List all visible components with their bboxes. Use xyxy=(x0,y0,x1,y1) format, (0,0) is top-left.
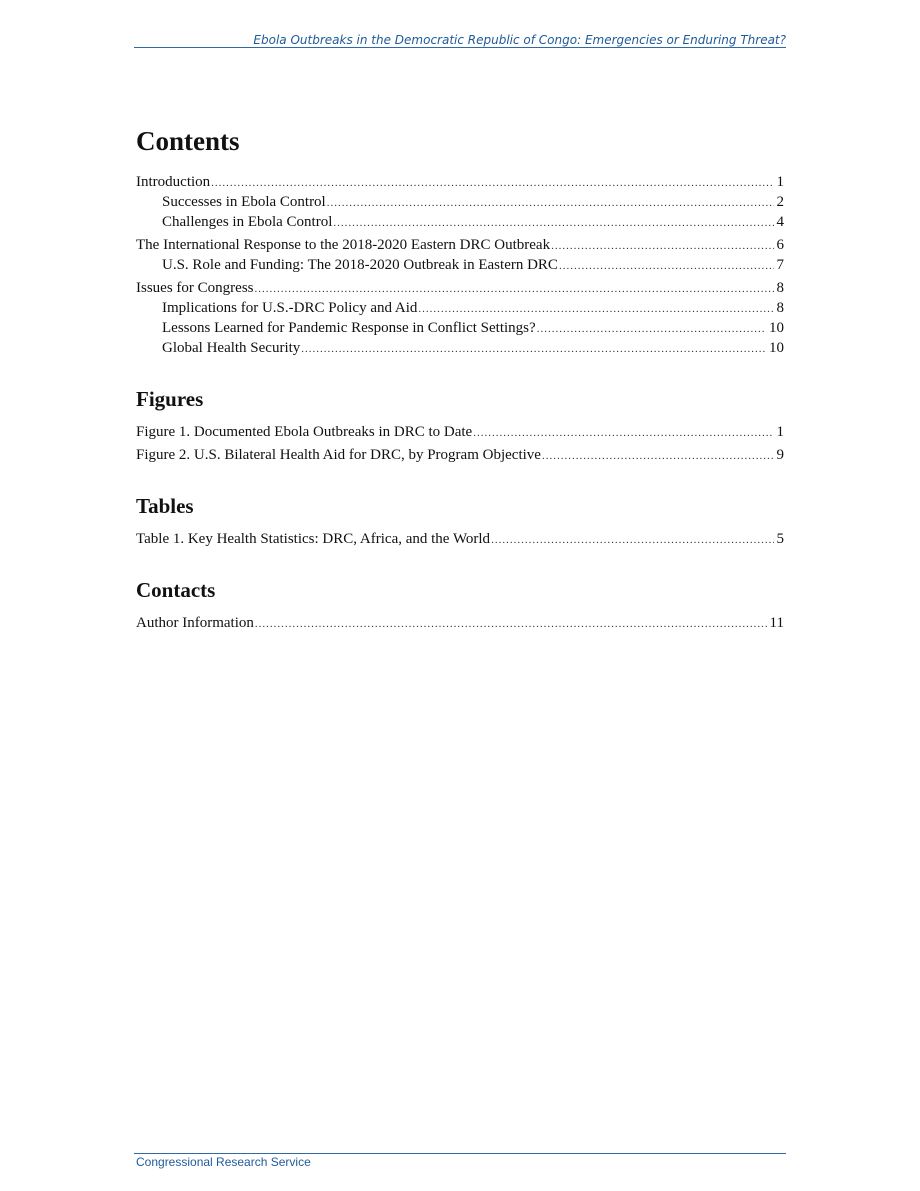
footer-organization: Congressional Research Service xyxy=(136,1155,311,1169)
toc-entry-page: 8 xyxy=(776,280,784,296)
tables-section xyxy=(136,491,784,549)
contacts-section xyxy=(136,575,784,633)
tables-list xyxy=(136,529,784,549)
dot-leader xyxy=(559,256,774,276)
toc-entry-page: 4 xyxy=(776,214,784,230)
dot-leader xyxy=(255,279,774,299)
contacts-heading: Contacts xyxy=(136,578,216,602)
dot-leader xyxy=(551,236,773,256)
running-header-title: Ebola Outbreaks in the Democratic Republic of Congo: Emergencies or Enduring Threat? xyxy=(253,33,786,47)
toc-entry-lessons-learned[interactable] xyxy=(136,318,784,338)
toc-entry-page: 7 xyxy=(776,257,784,273)
toc-entry-page: 1 xyxy=(776,174,784,190)
toc-entry-label: Author Information xyxy=(136,615,254,631)
toc-entry-label: The International Response to the 2018-2020 Eastern DRC Outbreak xyxy=(136,237,551,253)
toc-entry-page: 6 xyxy=(776,237,784,253)
figures-heading: Figures xyxy=(136,387,204,411)
tables-heading: Tables xyxy=(136,494,194,518)
toc-entry-page: 1 xyxy=(776,424,784,440)
toc-entry-challenges[interactable] xyxy=(136,212,784,232)
toc-entry-label: Implications for U.S.-DRC Policy and Aid xyxy=(162,300,418,316)
toc-entry-figure-2[interactable] xyxy=(136,445,784,465)
toc-entry-implications[interactable] xyxy=(136,298,784,318)
figures-list xyxy=(136,422,784,465)
toc-entry-us-role-funding[interactable] xyxy=(136,255,784,275)
toc-entry-page: 10 xyxy=(769,340,784,356)
contacts-list xyxy=(136,613,784,633)
toc-entry-label: U.S. Role and Funding: The 2018-2020 Outbreak in Eastern DRC xyxy=(162,257,558,273)
toc-entry-issues-for-congress[interactable] xyxy=(136,278,784,298)
toc-entry-label: Issues for Congress xyxy=(136,280,254,296)
table-of-contents xyxy=(136,122,784,659)
contents-heading: Contents xyxy=(136,126,240,156)
toc-entry-label: Table 1. Key Health Statistics: DRC, Africa, and the World xyxy=(136,531,491,547)
toc-entry-successes[interactable] xyxy=(136,192,784,212)
toc-entry-label: Figure 2. U.S. Bilateral Health Aid for DRC, by Program Objective xyxy=(136,447,541,463)
dot-leader xyxy=(255,614,767,634)
dot-leader xyxy=(418,299,773,319)
toc-entry-table-1[interactable] xyxy=(136,529,784,549)
toc-entry-label: Figure 1. Documented Ebola Outbreaks in DRC to Date xyxy=(136,424,473,440)
toc-entry-page: 2 xyxy=(776,194,784,210)
toc-entry-international-response[interactable] xyxy=(136,235,784,255)
toc-entry-page: 11 xyxy=(769,615,784,631)
toc-entry-label: Challenges in Ebola Control xyxy=(162,214,333,230)
dot-leader xyxy=(301,339,766,359)
toc-entry-label: Lessons Learned for Pandemic Response in Conflict Settings? xyxy=(162,320,536,336)
toc-entry-global-health-security[interactable] xyxy=(136,338,784,358)
toc-entry-page: 10 xyxy=(769,320,784,336)
toc-entry-author-information[interactable] xyxy=(136,613,784,633)
dot-leader xyxy=(473,423,773,443)
toc-entry-label: Global Health Security xyxy=(162,340,301,356)
footer-divider xyxy=(134,1153,786,1154)
toc-entry-page: 9 xyxy=(776,447,784,463)
dot-leader xyxy=(537,319,766,339)
toc-entry-label: Successes in Ebola Control xyxy=(162,194,326,210)
dot-leader xyxy=(333,213,773,233)
toc-entry-page: 8 xyxy=(776,300,784,316)
dot-leader xyxy=(542,446,774,466)
toc-entry-page: 5 xyxy=(776,531,784,547)
dot-leader xyxy=(211,173,773,193)
header-divider xyxy=(134,47,786,48)
toc-entry-figure-1[interactable] xyxy=(136,422,784,442)
contents-section xyxy=(136,122,784,358)
toc-entry-introduction[interactable] xyxy=(136,172,784,192)
toc-entry-label: Introduction xyxy=(136,174,211,190)
contents-list xyxy=(136,172,784,358)
figures-section xyxy=(136,384,784,465)
dot-leader xyxy=(327,193,774,213)
dot-leader xyxy=(491,530,773,550)
